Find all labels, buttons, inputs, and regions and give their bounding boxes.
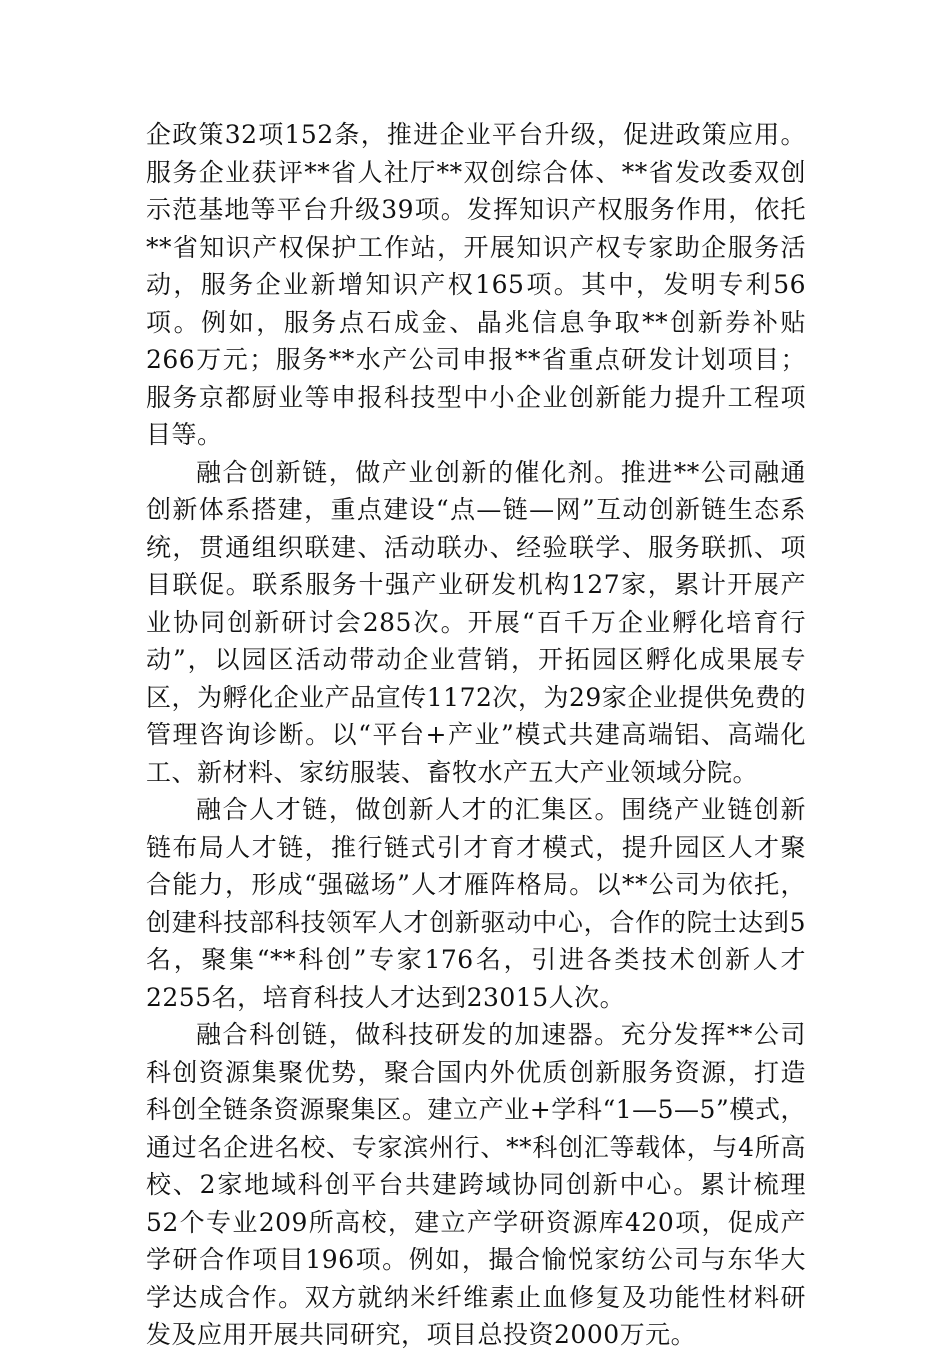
paragraph-sci-tech-chain: 融合科创链，做科技研发的加速器。充分发挥**公司科创资源集聚优势，聚合国内外优质创新服务资源，打造科创全链条资源聚集区。建立产业+学科“1—5—5”模式，通过名企进名校、专家滨州行、**科创汇等载体，与4所高校、2家地域科创平台共建跨域协同创新中心。累计梳理52个专业209所高校，建立产学研资源库420项，促成产学研合作项目196项。例如，撮合愉悦家纺公司与东华大学达成合作。双方就纳米纤维素止血修复及功能性材料研发及应用开展共同研究，项目总投资2000万元。 (146, 1020, 806, 1349)
paragraph-talent-chain: 融合人才链，做创新人才的汇集区。围绕产业链创新链布局人才链，推行链式引才育才模式，提升园区人才聚合能力，形成“强磁场”人才雁阵格局。以**公司为依托，创建科技部科技领军人才创新驱动中心，合作的院士达到5名，聚集“**科创”专家176名，引进各类技术创新人才2255名，培育科技人才达到23015人次。 (146, 795, 806, 1012)
paragraph-policy-services: 企政策32项152条，推进企业平台升级，促进政策应用。服务企业获评**省人社厅**双创综合体、**省发改委双创示范基地等平台升级39项。发挥知识产权服务作用，依托**省知识产权保护工作站，开展知识产权专家助企服务活动，服务企业新增知识产权165项。其中，发明专利56项。例如，服务点石成金、晶兆信息争取**创新券补贴266万元；服务**水产公司申报**省重点研发计划项目；服务京都厨业等申报科技型中小企业创新能力提升工程项目等。 (146, 120, 806, 449)
document-page (146, 116, 806, 1354)
paragraph-innovation-chain: 融合创新链，做产业创新的催化剂。推进**公司融通创新体系搭建，重点建设“点—链—网”互动创新链生态系统，贯通组织联建、活动联办、经验联学、服务联抓、项目联促。联系服务十强产业研发机构127家，累计开展产业协同创新研讨会285次。开展“百千万企业孵化培育行动”，以园区活动带动企业营销，开拓园区孵化成果展专区，为孵化企业产品宣传1172次，为29家企业提供免费的管理咨询诊断。以“平台+产业”模式共建高端铝、高端化工、新材料、家纺服装、畜牧水产五大产业领域分院。 (146, 457, 806, 787)
